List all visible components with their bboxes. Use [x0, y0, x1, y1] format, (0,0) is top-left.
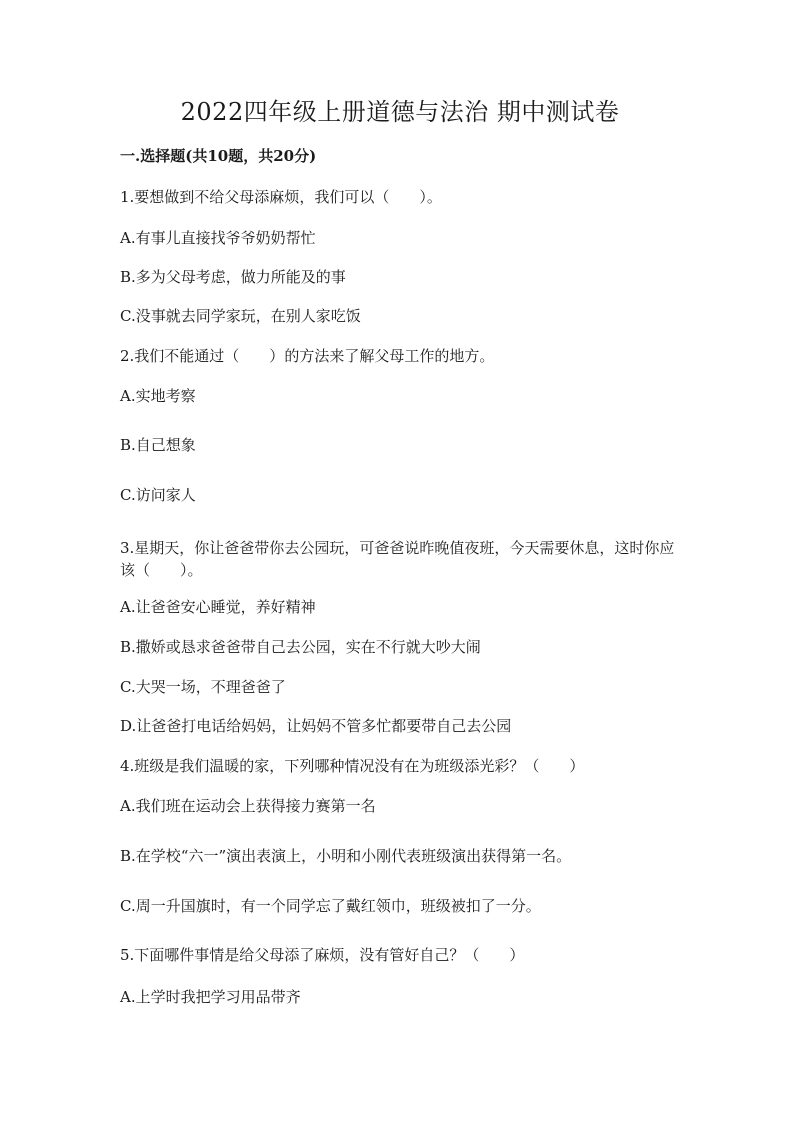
question-3-option-b: B.撒娇或恳求爸爸带自己去公园，实在不行就大吵大闹: [120, 638, 481, 656]
question-1-stem: 1.要想做到不给父母添麻烦，我们可以（ ）。: [120, 188, 442, 206]
question-2-option-b: B.自己想象: [120, 436, 196, 454]
exam-title: 2022四年级上册道德与法治 期中测试卷: [180, 98, 620, 126]
question-2-stem: 2.我们不能通过（ ）的方法来了解父母工作的地方。: [120, 347, 495, 365]
question-3-option-c: C.大哭一场，不理爸爸了: [120, 678, 286, 696]
section-heading: 一.选择题(共10题，共20分): [120, 147, 317, 165]
question-1-option-b: B.多为父母考虑，做力所能及的事: [120, 268, 346, 286]
question-5-option-a: A.上学时我把学习用品带齐: [120, 988, 301, 1006]
question-5-stem: 5.下面哪件事情是给父母添了麻烦，没有管好自己？（ ）: [120, 946, 525, 964]
question-1-option-a: A.有事儿直接找爷爷奶奶帮忙: [120, 229, 316, 247]
question-3-option-a: A.让爸爸安心睡觉，养好精神: [120, 598, 316, 616]
question-4-option-c: C.周一升国旗时，有一个同学忘了戴红领巾，班级被扣了一分。: [120, 897, 541, 915]
question-2-option-c: C.访问家人: [120, 486, 196, 504]
question-3-option-d: D.让爸爸打电话给妈妈，让妈妈不管多忙都要带自己去公园: [120, 717, 512, 735]
question-4-option-b: B.在学校“六一”演出表演上，小明和小刚代表班级演出获得第一名。: [120, 847, 572, 865]
question-3-stem: 3.星期天，你让爸爸带你去公园玩，可爸爸说昨晚值夜班，今天需要休息，这时你应该（ ）。: [120, 539, 675, 579]
question-4-option-a: A.我们班在运动会上获得接力赛第一名: [120, 797, 376, 815]
question-2-option-a: A.实地考察: [120, 387, 196, 405]
question-4-stem: 4.班级是我们温暖的家，下列哪种情况没有在为班级添光彩？（ ）: [120, 757, 585, 775]
question-1-option-c: C.没事就去同学家玩，在别人家吃饭: [120, 307, 361, 325]
